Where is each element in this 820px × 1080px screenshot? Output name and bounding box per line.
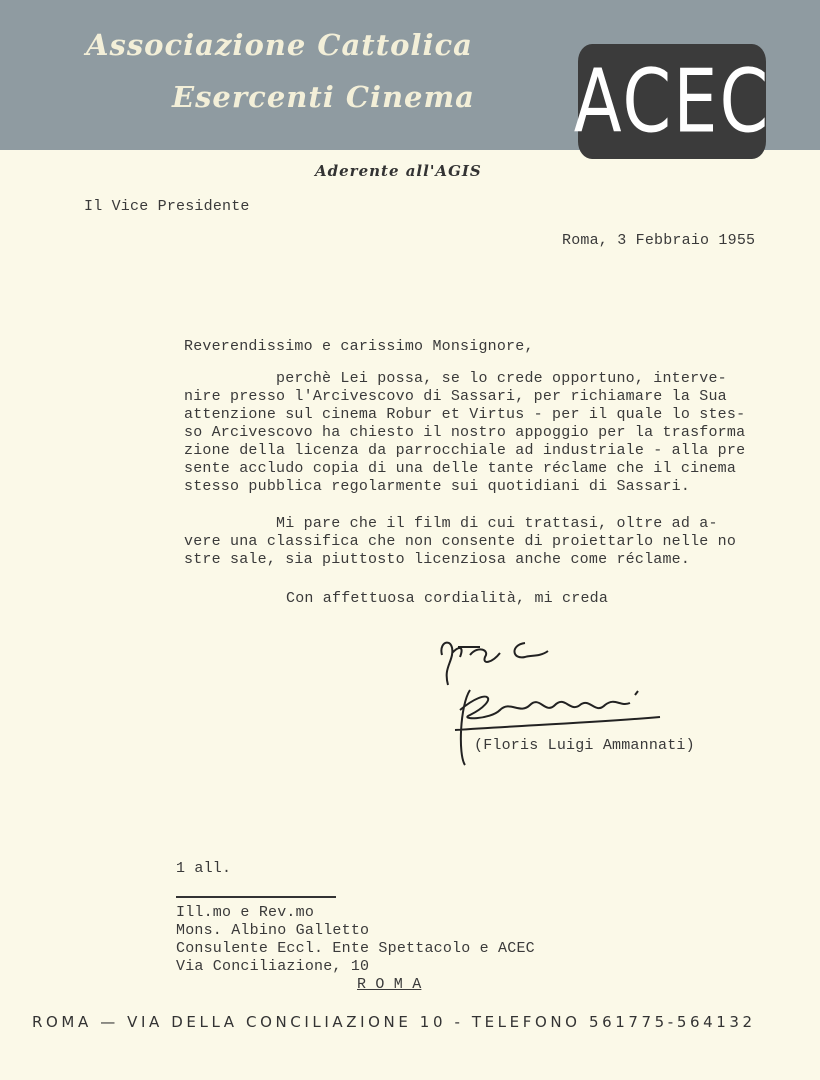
signer-name: (Floris Luigi Ammannati) [474,737,695,754]
acec-logo: ACEC [578,44,766,159]
body-line: zione della licenza da parrocchiale ad industriale - alla pre [184,442,746,459]
closing: Con affettuosa cordialità, mi creda [286,590,609,607]
body-line: attenzione sul cinema Robur et Virtus - per il quale lo stes- [184,406,746,423]
letterhead-footer: ROMA — VIA DELLA CONCILIAZIONE 10 - TELEFONO 561775-564132 [32,1013,756,1031]
org-name-line1: Associazione Cattolica [86,28,473,62]
recipient-line: Via Conciliazione, 10 [176,958,370,975]
affiliation: Aderente all'AGIS [315,162,482,180]
body-line: perchè Lei possa, se lo crede opportuno, interve- [184,370,727,387]
sender-title: Il Vice Presidente [84,198,250,215]
body-line: so Arcivescovo ha chiesto il nostro appoggio per la trasforma [184,424,746,441]
divider [176,896,336,898]
body-line: vere una classifica che non consente di proiettarlo nelle no [184,533,737,550]
body-line: nire presso l'Arcivescovo di Sassari, per richiamare la Sua [184,388,727,405]
salutation: Reverendissimo e carissimo Monsignore, [184,338,534,355]
body-line: stre sale, sia piuttosto licenziosa anche come réclame. [184,551,691,568]
recipient-line: Ill.mo e Rev.mo [176,904,315,921]
enclosure-note: 1 all. [176,860,232,877]
org-name-line2: Esercenti Cinema [172,80,475,114]
recipient-city: R O M A [357,976,422,993]
body-line: stesso pubblica regolarmente sui quotidiani di Sassari. [184,478,691,495]
recipient-line: Mons. Albino Galletto [176,922,370,939]
recipient-line: Consulente Eccl. Ente Spettacolo e ACEC [176,940,535,957]
body-line: sente accludo copia di una delle tante réclame che il cinema [184,460,737,477]
body-line: Mi pare che il film di cui trattasi, oltre ad a- [184,515,718,532]
letter-date: Roma, 3 Febbraio 1955 [562,232,756,249]
